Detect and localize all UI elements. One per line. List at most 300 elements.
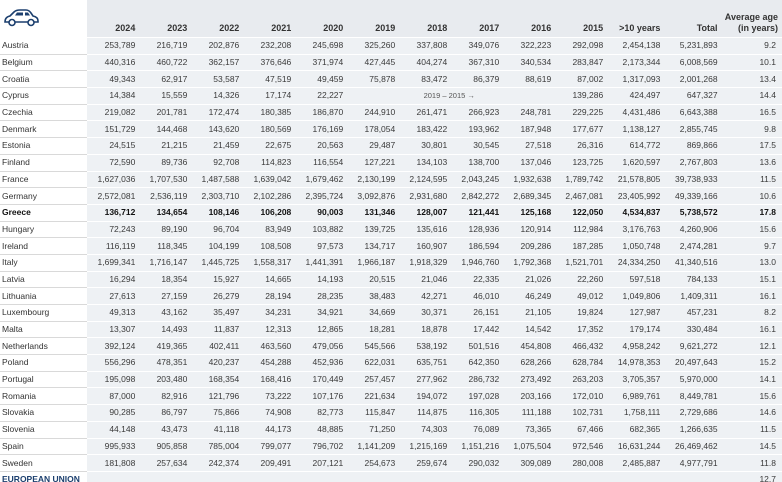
value-cell: 143,620 — [191, 121, 243, 138]
value-cell: 22,675 — [243, 138, 295, 155]
header-year: 2018 — [399, 0, 451, 38]
value-cell: 427,445 — [347, 54, 399, 71]
value-cell: 14,493 — [139, 321, 191, 338]
age-cell: 16.1 — [722, 321, 782, 338]
value-cell: 221,634 — [347, 388, 399, 405]
empty-cell — [243, 471, 295, 482]
value-cell: 257,457 — [347, 371, 399, 388]
value-cell: 116,554 — [295, 154, 347, 171]
value-cell: 2,842,272 — [451, 188, 503, 205]
value-cell: 14,326 — [191, 88, 243, 105]
value-cell: 43,473 — [139, 421, 191, 438]
value-cell: 12,865 — [295, 321, 347, 338]
eu-row — [0, 471, 782, 482]
value-cell: 96,704 — [191, 221, 243, 238]
table-row — [0, 288, 782, 305]
value-cell: 29,487 — [347, 138, 399, 155]
value-cell: 90,285 — [87, 405, 139, 422]
value-cell: 38,483 — [347, 288, 399, 305]
value-cell: 796,702 — [295, 438, 347, 455]
value-cell: 168,416 — [243, 371, 295, 388]
value-cell: 1,792,368 — [503, 254, 555, 271]
value-cell: 24,515 — [87, 138, 139, 155]
country-cell: Denmark — [0, 121, 87, 138]
value-cell: 452,936 — [295, 355, 347, 372]
value-cell: 479,056 — [295, 338, 347, 355]
value-cell: 1,627,036 — [87, 171, 139, 188]
value-cell: 1,716,147 — [139, 254, 191, 271]
value-cell: 194,072 — [399, 388, 451, 405]
value-cell: 2,043,245 — [451, 171, 503, 188]
value-cell: 1,151,216 — [451, 438, 503, 455]
value-cell: 116,119 — [87, 238, 139, 255]
empty-cell — [664, 471, 721, 482]
value-cell: 108,146 — [191, 204, 243, 221]
value-cell: 290,032 — [451, 455, 503, 472]
value-cell: 41,118 — [191, 421, 243, 438]
value-cell: 28,194 — [243, 288, 295, 305]
value-cell: 1,932,638 — [503, 171, 555, 188]
table-row — [0, 405, 782, 422]
value-cell: 340,534 — [503, 54, 555, 71]
value-cell: 111,188 — [503, 405, 555, 422]
over10-cell: 2,173,344 — [607, 54, 664, 71]
table-row — [0, 221, 782, 238]
total-cell: 39,738,933 — [664, 171, 721, 188]
value-cell: 203,480 — [139, 371, 191, 388]
value-cell: 114,875 — [399, 405, 451, 422]
value-cell: 106,208 — [243, 204, 295, 221]
empty-cell — [191, 471, 243, 482]
value-cell: 2,130,199 — [347, 171, 399, 188]
total-cell: 2,474,281 — [664, 238, 721, 255]
over10-cell: 3,705,357 — [607, 371, 664, 388]
value-cell: 1,441,391 — [295, 254, 347, 271]
value-cell: 2,931,680 — [399, 188, 451, 205]
header-year: 2023 — [139, 0, 191, 38]
header-year: 2020 — [295, 0, 347, 38]
value-cell: 995,933 — [87, 438, 139, 455]
value-cell: 460,722 — [139, 54, 191, 71]
header-year: 2017 — [451, 0, 503, 38]
value-cell: 46,249 — [503, 288, 555, 305]
value-cell: 501,516 — [451, 338, 503, 355]
value-cell: 263,203 — [555, 371, 607, 388]
total-cell: 784,133 — [664, 271, 721, 288]
age-cell: 10.6 — [722, 188, 782, 205]
value-cell: 622,031 — [347, 355, 399, 372]
age-cell: 15.6 — [722, 221, 782, 238]
country-cell: Ireland — [0, 238, 87, 255]
table-row — [0, 104, 782, 121]
header-row — [0, 0, 782, 38]
value-cell: 30,801 — [399, 138, 451, 155]
age-cell: 17.8 — [722, 204, 782, 221]
age-cell: 13.4 — [722, 71, 782, 88]
value-cell: 905,858 — [139, 438, 191, 455]
over10-cell: 127,987 — [607, 305, 664, 322]
value-cell: 123,725 — [555, 154, 607, 171]
value-cell: 139,725 — [347, 221, 399, 238]
value-cell: 48,885 — [295, 421, 347, 438]
value-cell: 74,908 — [243, 405, 295, 422]
value-cell: 257,634 — [139, 455, 191, 472]
over10-cell: 3,176,763 — [607, 221, 664, 238]
value-cell: 325,260 — [347, 38, 399, 55]
value-cell: 131,346 — [347, 204, 399, 221]
value-cell: 103,882 — [295, 221, 347, 238]
value-cell: 197,028 — [451, 388, 503, 405]
total-cell: 2,729,686 — [664, 405, 721, 422]
value-cell: 1,215,169 — [399, 438, 451, 455]
value-cell: 21,105 — [503, 305, 555, 322]
eu-age-cell: 12.7 — [722, 471, 782, 482]
value-cell: 134,654 — [139, 204, 191, 221]
country-cell: Greece — [0, 204, 87, 221]
value-cell: 18,878 — [399, 321, 451, 338]
value-cell: 454,808 — [503, 338, 555, 355]
value-cell: 90,003 — [295, 204, 347, 221]
total-cell: 4,977,791 — [664, 455, 721, 472]
over10-cell: 1,620,597 — [607, 154, 664, 171]
country-cell: Lithuania — [0, 288, 87, 305]
value-cell: 362,157 — [191, 54, 243, 71]
value-cell: 87,000 — [87, 388, 139, 405]
over10-cell: 682,365 — [607, 421, 664, 438]
value-cell: 22,260 — [555, 271, 607, 288]
over10-cell: 597,518 — [607, 271, 664, 288]
value-cell: 232,208 — [243, 38, 295, 55]
age-cell: 11.5 — [722, 421, 782, 438]
value-cell: 107,176 — [295, 388, 347, 405]
table-row — [0, 371, 782, 388]
country-cell: Estonia — [0, 138, 87, 155]
value-cell: 86,379 — [451, 71, 503, 88]
value-cell: 112,984 — [555, 221, 607, 238]
total-cell: 20,497,643 — [664, 355, 721, 372]
value-cell: 134,103 — [399, 154, 451, 171]
over10-cell: 16,631,244 — [607, 438, 664, 455]
total-cell: 41,340,516 — [664, 254, 721, 271]
value-cell: 21,459 — [191, 138, 243, 155]
value-cell: 2,102,286 — [243, 188, 295, 205]
table-row — [0, 355, 782, 372]
value-cell: 20,515 — [347, 271, 399, 288]
value-cell: 266,923 — [451, 104, 503, 121]
value-cell: 86,797 — [139, 405, 191, 422]
value-cell: 628,266 — [503, 355, 555, 372]
value-cell: 642,350 — [451, 355, 503, 372]
value-cell: 277,962 — [399, 371, 451, 388]
value-cell: 13,307 — [87, 321, 139, 338]
value-cell: 14,542 — [503, 321, 555, 338]
country-cell: Portugal — [0, 371, 87, 388]
over10-cell: 1,049,806 — [607, 288, 664, 305]
value-cell: 168,354 — [191, 371, 243, 388]
over10-cell: 24,334,250 — [607, 254, 664, 271]
value-cell: 1,075,504 — [503, 438, 555, 455]
country-cell: Slovenia — [0, 421, 87, 438]
age-cell: 9.2 — [722, 38, 782, 55]
value-cell: 49,459 — [295, 71, 347, 88]
value-cell: 463,560 — [243, 338, 295, 355]
total-cell: 6,643,388 — [664, 104, 721, 121]
value-cell: 44,173 — [243, 421, 295, 438]
value-cell: 73,222 — [243, 388, 295, 405]
value-cell: 92,708 — [191, 154, 243, 171]
country-cell: Poland — [0, 355, 87, 372]
value-cell: 172,474 — [191, 104, 243, 121]
empty-cell — [555, 471, 607, 482]
value-cell: 102,731 — [555, 405, 607, 422]
country-cell: Spain — [0, 438, 87, 455]
over10-cell: 614,772 — [607, 138, 664, 155]
value-cell: 160,907 — [399, 238, 451, 255]
table-row — [0, 321, 782, 338]
value-cell: 34,231 — [243, 305, 295, 322]
value-cell: 972,546 — [555, 438, 607, 455]
empty-cell — [399, 471, 451, 482]
value-cell: 209,286 — [503, 238, 555, 255]
country-cell: Croatia — [0, 71, 87, 88]
value-cell: 83,472 — [399, 71, 451, 88]
value-cell: 22,227 — [295, 88, 347, 105]
value-cell: 27,518 — [503, 138, 555, 155]
header-total: Total — [664, 0, 721, 38]
car-icon — [2, 6, 40, 31]
value-cell: 419,365 — [139, 338, 191, 355]
country-cell: Malta — [0, 321, 87, 338]
total-cell: 2,855,745 — [664, 121, 721, 138]
value-cell: 261,471 — [399, 104, 451, 121]
value-cell: 349,076 — [451, 38, 503, 55]
table-row — [0, 271, 782, 288]
value-cell: 49,313 — [87, 305, 139, 322]
value-cell: 15,559 — [139, 88, 191, 105]
value-cell: 47,519 — [243, 71, 295, 88]
value-cell: 402,411 — [191, 338, 243, 355]
value-cell: 202,876 — [191, 38, 243, 55]
over10-cell: 1,138,127 — [607, 121, 664, 138]
value-cell: 454,288 — [243, 355, 295, 372]
value-cell: 201,781 — [139, 104, 191, 121]
total-cell: 5,970,000 — [664, 371, 721, 388]
value-cell: 367,310 — [451, 54, 503, 71]
country-cell: Belgium — [0, 54, 87, 71]
header-icon-cell — [0, 0, 87, 38]
age-cell: 10.1 — [722, 54, 782, 71]
value-cell: 337,808 — [399, 38, 451, 55]
table-body — [0, 38, 782, 482]
age-cell: 17.5 — [722, 138, 782, 155]
value-cell: 309,089 — [503, 455, 555, 472]
empty-cell — [607, 471, 664, 482]
value-cell: 1,966,187 — [347, 254, 399, 271]
value-cell: 187,285 — [555, 238, 607, 255]
value-cell: 181,808 — [87, 455, 139, 472]
value-cell: 259,674 — [399, 455, 451, 472]
over10-cell: 23,405,992 — [607, 188, 664, 205]
total-cell: 8,449,781 — [664, 388, 721, 405]
header-year: 2016 — [503, 0, 555, 38]
value-cell: 74,303 — [399, 421, 451, 438]
value-cell: 420,237 — [191, 355, 243, 372]
value-cell: 49,012 — [555, 288, 607, 305]
table-row — [0, 238, 782, 255]
value-cell: 404,274 — [399, 54, 451, 71]
value-cell: 114,823 — [243, 154, 295, 171]
value-cell: 151,729 — [87, 121, 139, 138]
value-cell: 1,699,341 — [87, 254, 139, 271]
value-cell: 15,927 — [191, 271, 243, 288]
value-cell: 144,468 — [139, 121, 191, 138]
value-cell: 82,773 — [295, 405, 347, 422]
value-cell: 170,449 — [295, 371, 347, 388]
value-cell: 115,847 — [347, 405, 399, 422]
value-cell: 2,572,081 — [87, 188, 139, 205]
value-cell: 34,921 — [295, 305, 347, 322]
value-cell: 26,279 — [191, 288, 243, 305]
value-cell: 248,781 — [503, 104, 555, 121]
value-cell: 49,343 — [87, 71, 139, 88]
value-cell: 19,824 — [555, 305, 607, 322]
value-cell: 186,594 — [451, 238, 503, 255]
age-cell: 14.1 — [722, 371, 782, 388]
header-year: 2024 — [87, 0, 139, 38]
value-cell: 322,223 — [503, 38, 555, 55]
total-cell: 1,266,635 — [664, 421, 721, 438]
header-age-line2: (in years) — [737, 23, 778, 33]
value-cell: 1,558,317 — [243, 254, 295, 271]
value-cell: 392,124 — [87, 338, 139, 355]
value-cell: 116,305 — [451, 405, 503, 422]
table-row — [0, 88, 782, 105]
age-cell: 9.8 — [722, 121, 782, 138]
value-cell: 121,441 — [451, 204, 503, 221]
total-cell: 1,409,311 — [664, 288, 721, 305]
header-year: 2019 — [347, 0, 399, 38]
value-cell: 193,962 — [451, 121, 503, 138]
table-row — [0, 71, 782, 88]
value-cell: 545,566 — [347, 338, 399, 355]
over10-cell: 4,534,837 — [607, 204, 664, 221]
value-cell: 785,004 — [191, 438, 243, 455]
value-cell: 14,665 — [243, 271, 295, 288]
value-cell: 538,192 — [399, 338, 451, 355]
value-cell: 30,371 — [399, 305, 451, 322]
country-cell: Austria — [0, 38, 87, 55]
header-over10: >10 years — [607, 0, 664, 38]
country-cell: Netherlands — [0, 338, 87, 355]
value-cell: 172,010 — [555, 388, 607, 405]
value-cell: 2,689,345 — [503, 188, 555, 205]
total-cell: 5,231,893 — [664, 38, 721, 55]
value-cell: 1,789,742 — [555, 171, 607, 188]
value-cell: 203,166 — [503, 388, 555, 405]
country-cell: Finland — [0, 154, 87, 171]
value-cell: 556,296 — [87, 355, 139, 372]
age-cell: 16.1 — [722, 288, 782, 305]
header-average-age — [722, 0, 782, 38]
value-cell: 1,946,760 — [451, 254, 503, 271]
value-cell: 46,010 — [451, 288, 503, 305]
value-cell: 207,121 — [295, 455, 347, 472]
value-cell: 292,098 — [555, 38, 607, 55]
value-cell: 440,316 — [87, 54, 139, 71]
country-cell: Slovakia — [0, 405, 87, 422]
value-cell: 376,646 — [243, 54, 295, 71]
value-cell: 21,215 — [139, 138, 191, 155]
empty-cell — [451, 471, 503, 482]
value-cell: 177,677 — [555, 121, 607, 138]
value-cell: 35,497 — [191, 305, 243, 322]
value-cell: 97,573 — [295, 238, 347, 255]
value-cell: 27,613 — [87, 288, 139, 305]
value-cell: 180,385 — [243, 104, 295, 121]
country-cell: Hungary — [0, 221, 87, 238]
value-cell: 180,569 — [243, 121, 295, 138]
value-cell: 17,174 — [243, 88, 295, 105]
age-cell: 8.2 — [722, 305, 782, 322]
over10-cell: 1,317,093 — [607, 71, 664, 88]
table-row — [0, 204, 782, 221]
over10-cell: 2,485,887 — [607, 455, 664, 472]
value-cell: 195,098 — [87, 371, 139, 388]
age-cell: 15.2 — [722, 355, 782, 372]
value-cell: 34,669 — [347, 305, 399, 322]
table-row — [0, 171, 782, 188]
value-cell: 371,974 — [295, 54, 347, 71]
value-cell: 635,751 — [399, 355, 451, 372]
empty-cell — [139, 471, 191, 482]
value-cell: 72,590 — [87, 154, 139, 171]
value-cell: 138,700 — [451, 154, 503, 171]
value-cell: 108,508 — [243, 238, 295, 255]
value-cell: 178,054 — [347, 121, 399, 138]
total-cell: 647,327 — [664, 88, 721, 105]
value-cell: 121,796 — [191, 388, 243, 405]
age-cell: 15.1 — [722, 271, 782, 288]
age-cell: 11.8 — [722, 455, 782, 472]
over10-cell: 4,431,486 — [607, 104, 664, 121]
value-cell: 139,286 — [555, 88, 607, 105]
header-age-line1: Average age — [724, 12, 778, 22]
age-cell: 16.5 — [722, 104, 782, 121]
value-cell: 2,124,595 — [399, 171, 451, 188]
value-cell: 254,673 — [347, 455, 399, 472]
over10-cell: 179,174 — [607, 321, 664, 338]
value-cell: 187,948 — [503, 121, 555, 138]
value-cell: 125,168 — [503, 204, 555, 221]
country-cell: France — [0, 171, 87, 188]
value-cell: 2,536,119 — [139, 188, 191, 205]
table-row — [0, 138, 782, 155]
value-cell: 26,151 — [451, 305, 503, 322]
value-cell: 229,225 — [555, 104, 607, 121]
age-cell: 12.1 — [722, 338, 782, 355]
value-cell: 104,199 — [191, 238, 243, 255]
value-cell: 186,870 — [295, 104, 347, 121]
value-cell: 44,148 — [87, 421, 139, 438]
value-cell: 73,365 — [503, 421, 555, 438]
value-cell: 71,250 — [347, 421, 399, 438]
over10-cell: 6,989,761 — [607, 388, 664, 405]
value-cell: 137,046 — [503, 154, 555, 171]
country-cell: Latvia — [0, 271, 87, 288]
empty-cell — [347, 471, 399, 482]
table-row — [0, 121, 782, 138]
age-cell: 14.6 — [722, 405, 782, 422]
